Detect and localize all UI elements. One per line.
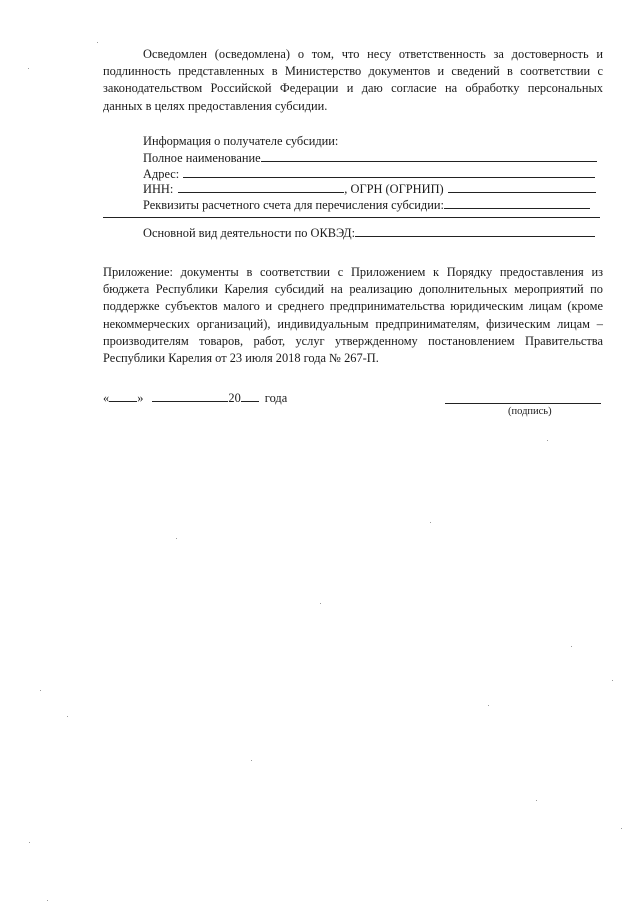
scan-speck [621,828,622,829]
scan-speck [97,42,98,43]
ogrn-field[interactable] [448,181,596,193]
signature-caption: (подпись) [508,406,552,417]
account-row [143,197,590,212]
okved-label: Основной вид деятельности по ОКВЭД: [143,226,356,240]
scan-speck [47,900,48,901]
month-field[interactable] [152,390,228,402]
address-field[interactable] [183,166,595,178]
scan-speck [29,842,30,843]
address-label: Адрес: [143,167,180,181]
inn-field[interactable] [178,181,344,193]
full-name-field[interactable] [261,150,597,162]
account-label: Реквизиты расчетного счета для перечисления субсидии: [143,198,444,212]
signature-line[interactable] [445,403,601,404]
scan-speck [28,68,29,69]
address-row [143,166,595,181]
full-name-label: Полное наименование [143,151,261,165]
close-quote: » [137,391,144,405]
ogrn-label: , ОГРН (ОГРНИП) [344,182,444,196]
inn-ogrn-row [143,181,596,196]
inn-label: ИНН: [143,182,174,196]
scan-speck [176,538,177,539]
day-field[interactable] [109,390,137,402]
full-name-row [143,150,597,165]
year-suffix: года [264,391,288,405]
scan-speck [612,680,613,681]
okved-row [143,225,595,240]
account-field[interactable] [444,197,590,209]
account-continuation-line[interactable] [103,217,600,218]
scan-speck [67,716,68,717]
consent-text: Осведомлен (осведомлена) о том, что несу ответственность за достоверность и подлинность представленных в Министерство документов и сведений в соответствии с законодательством Российской Федерации и даю согласие на обработку персональных данных в целях предоставления субсидии. [103,47,603,113]
okved-field[interactable] [355,225,595,237]
year-prefix: 20 [228,391,241,405]
open-quote: « [103,391,110,405]
appendix-paragraph: Приложение: документы в соответствии с Приложением к Порядку предоставления из бюджета Республики Карелия субсидий на реализацию дополнительных мероприятий по поддержке субъектов малого и среднего предпринимательства юридическим лицам (кроме некоммерческих организаций), индивидуальным предпринимателям, физическим лицам – производителям товаров, работ, услуг утвержденному постановлением Правительства Республики Карелия от 23 июля 2018 года № 267-П. [103,265,603,366]
recipient-info-heading: Информация о получателе субсидии: [143,134,339,148]
year-field[interactable] [241,390,259,402]
scan-speck [430,522,431,523]
consent-paragraph [103,46,603,115]
scan-speck [320,603,321,604]
scan-speck [571,646,572,647]
scan-speck [536,800,537,801]
scan-speck [251,760,252,761]
date-row [103,390,287,405]
scan-speck [547,440,548,441]
scan-speck [40,690,41,691]
scan-speck [488,705,489,706]
